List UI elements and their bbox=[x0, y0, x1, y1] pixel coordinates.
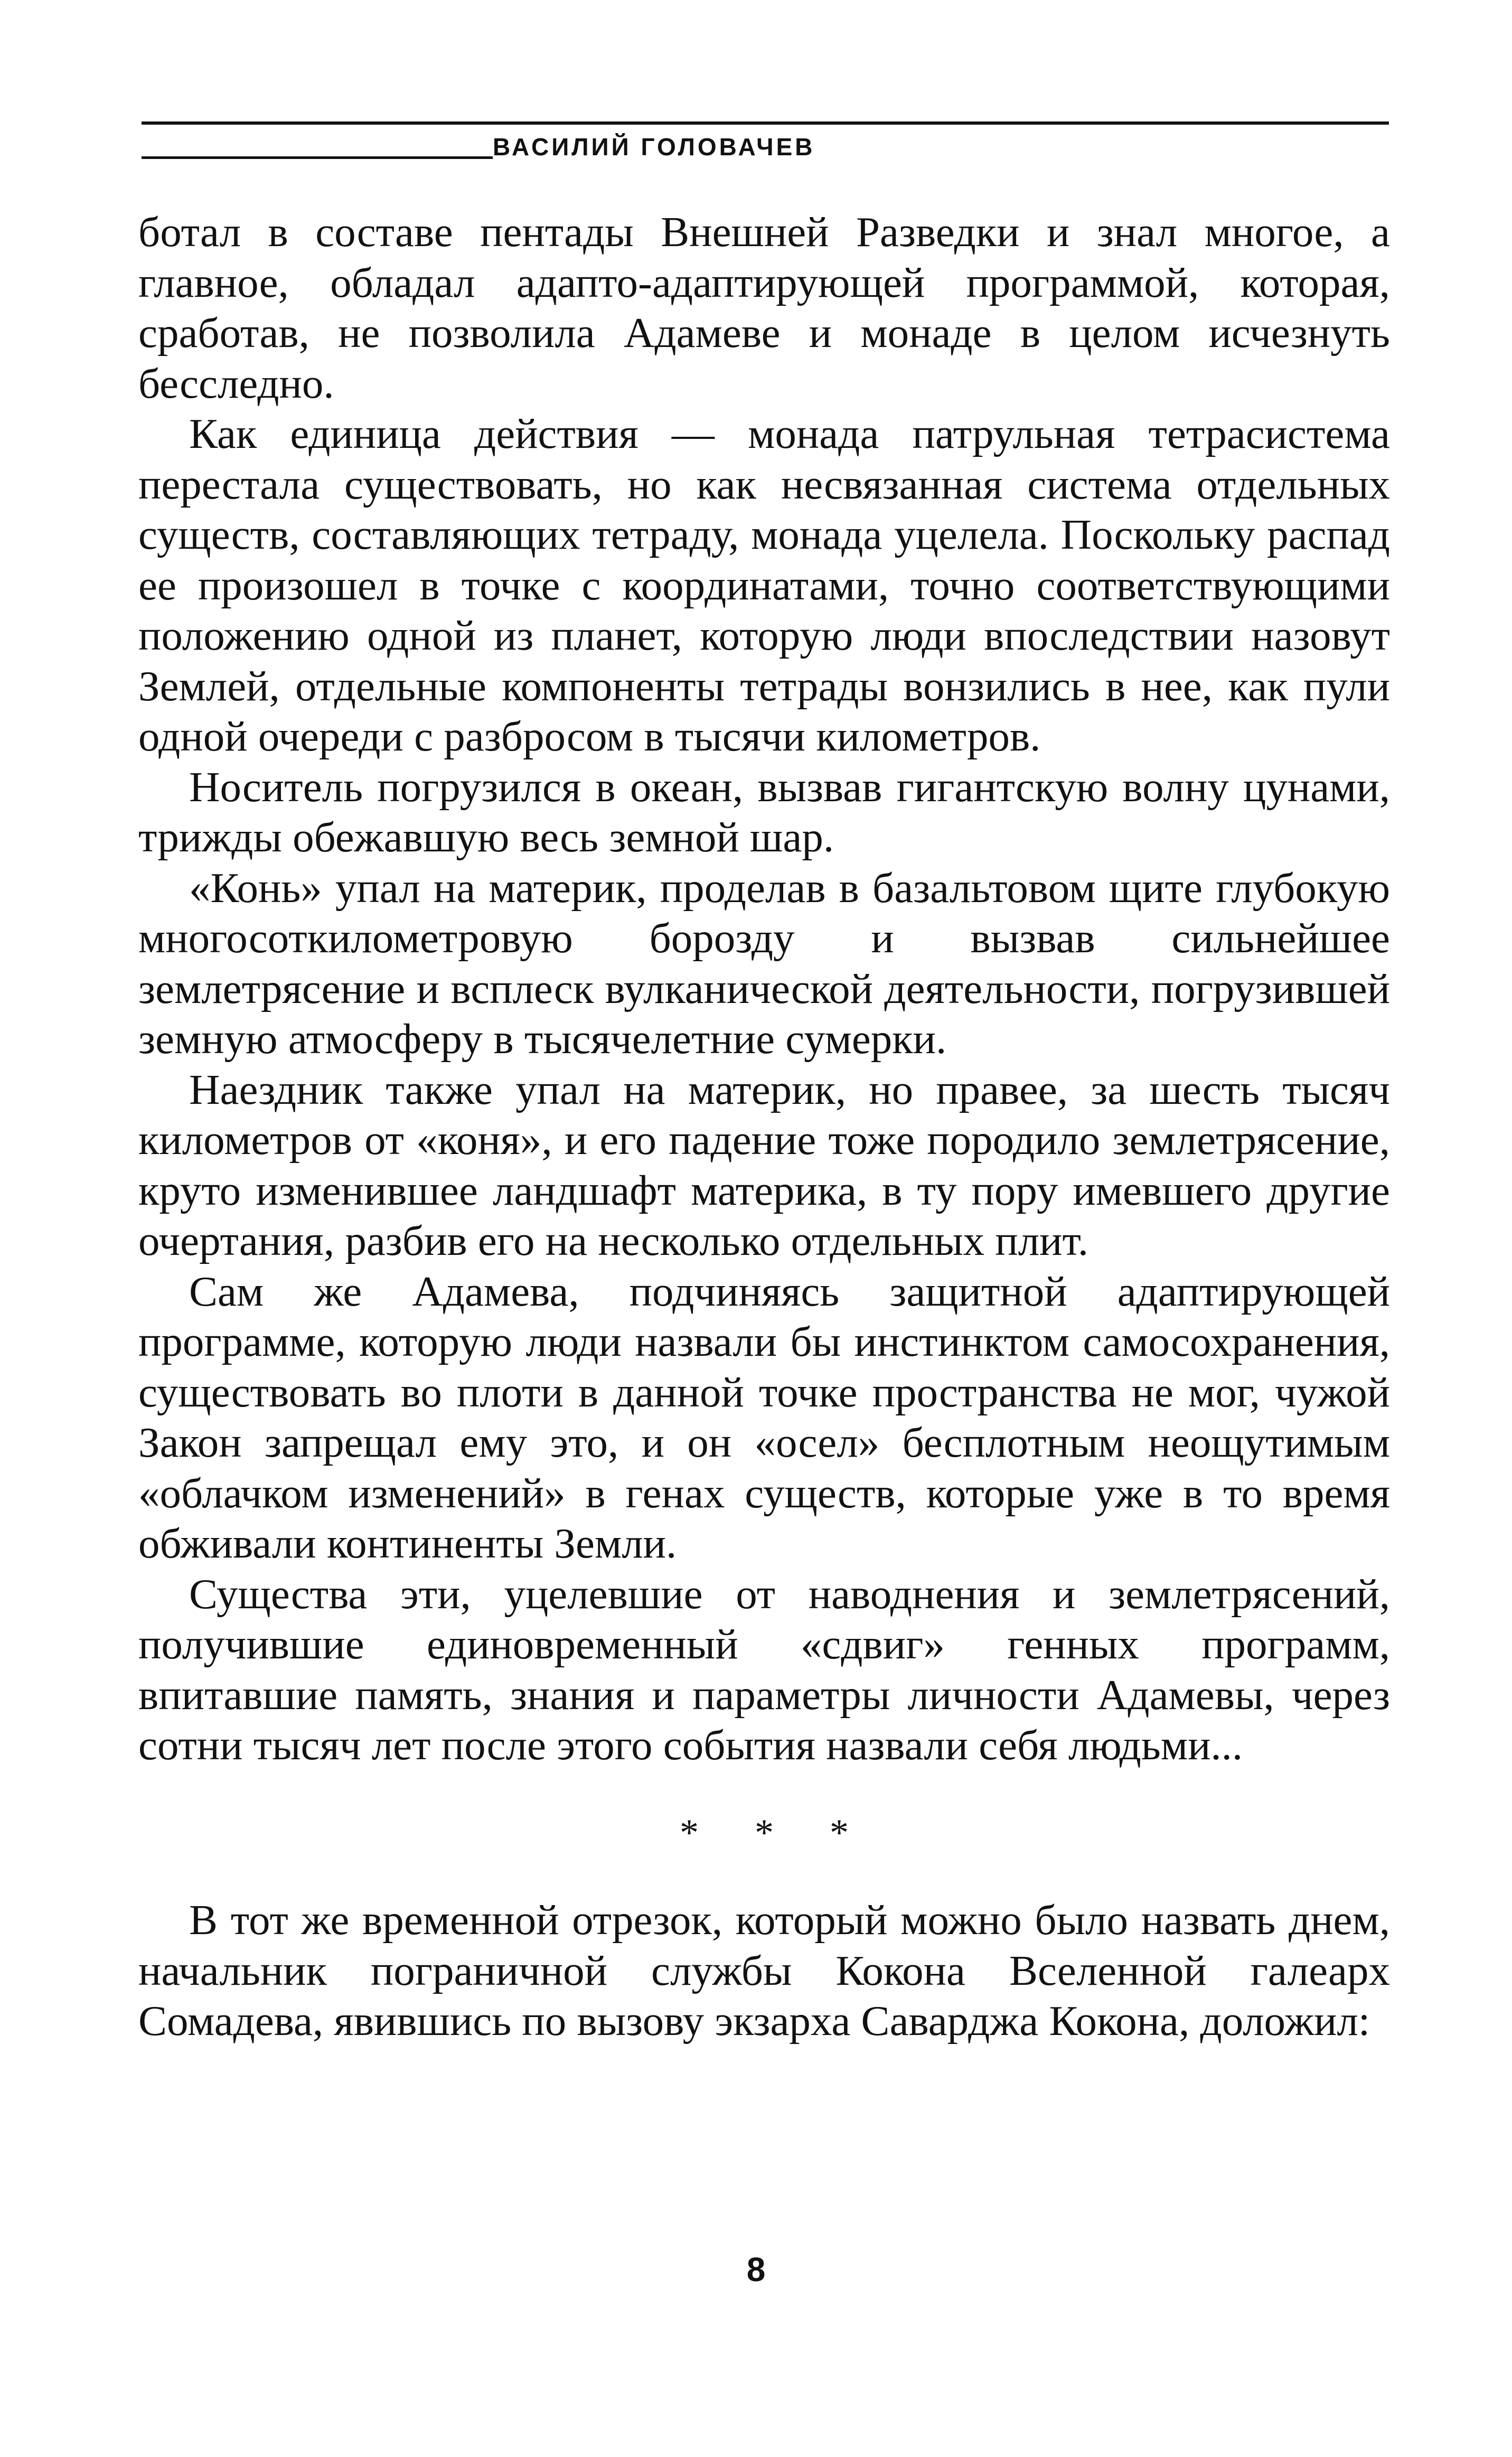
paragraph: Существа эти, уцелевшие от наводнения и землетрясений, получившие единовременный «сдвиг» генных программ, впитавшие память, знания и параметры личности Адамевы, через сотни тысяч лет после этого события назвали себя людьми... bbox=[138, 1570, 1390, 1769]
section-separator: * * * bbox=[680, 1811, 872, 1854]
paragraph-continued: ботал в составе пентады Внешней Разведки и знал многое, а главное, обладал адапто-адаптирующей программой, которая, сработав, не позволила Адамеве и монаде в целом исчезнуть бесследно. bbox=[138, 208, 1390, 407]
header-left-rule bbox=[142, 156, 493, 159]
paragraph: Носитель погрузился в океан, вызвав гигантскую волну цунами, трижды обежавшую весь земной шар. bbox=[138, 763, 1390, 861]
body-text bbox=[138, 207, 1390, 2047]
running-head-author: ВАСИЛИЙ ГОЛОВАЧЕВ bbox=[493, 133, 815, 161]
paragraph: Как единица действия — монада патрульная тетрасистема перестала существовать, но как несвязанная система отдельных существ, составляющих тетраду, монада уцелела. Поскольку распад ее произошел в точке с координатами, точно соответствующими положению одной из планет, которую люди впоследствии назовут Землей, отдельные компоненты тетрады вонзились в нее, как пули одной очереди с разбросом в тысячи километров. bbox=[138, 410, 1390, 760]
paragraph: В тот же временной отрезок, который можно было назвать днем, начальник пограничной службы Кокона Вселенной галеарх Сомадева, явившись по вызову экзарха Саварджа Кокона, доложил: bbox=[138, 1896, 1390, 2045]
header-top-rule bbox=[142, 121, 1389, 125]
paragraph: Наездник также упал на материк, но правее, за шесть тысяч километров от «коня», и его падение тоже породило землетрясение, круто изменившее ландшафт материка, в ту пору имевшего другие очертания, разбив его на несколько отдельных плит. bbox=[138, 1065, 1390, 1264]
paragraph: «Конь» упал на материк, проделав в базальтовом щите глубокую многосоткилометровую борозду и вызвав сильнейшее землетрясение и всплеск вулканической деятельности, погрузившей земную атмосферу в тысячелетние сумерки. bbox=[138, 864, 1390, 1063]
page-header bbox=[142, 132, 1389, 164]
page-number: 8 bbox=[746, 2250, 766, 2289]
paragraph: Сам же Адамева, подчиняясь защитной адаптирующей программе, которую люди назвали бы инстинктом самосохранения, существовать во плоти в данной точке пространства не мог, чужой Закон запрещал ему это, и он «осел» бесплотным неощутимым «облачком изменений» в генах существ, которые уже в то время обживали континенты Земли. bbox=[138, 1267, 1390, 1567]
